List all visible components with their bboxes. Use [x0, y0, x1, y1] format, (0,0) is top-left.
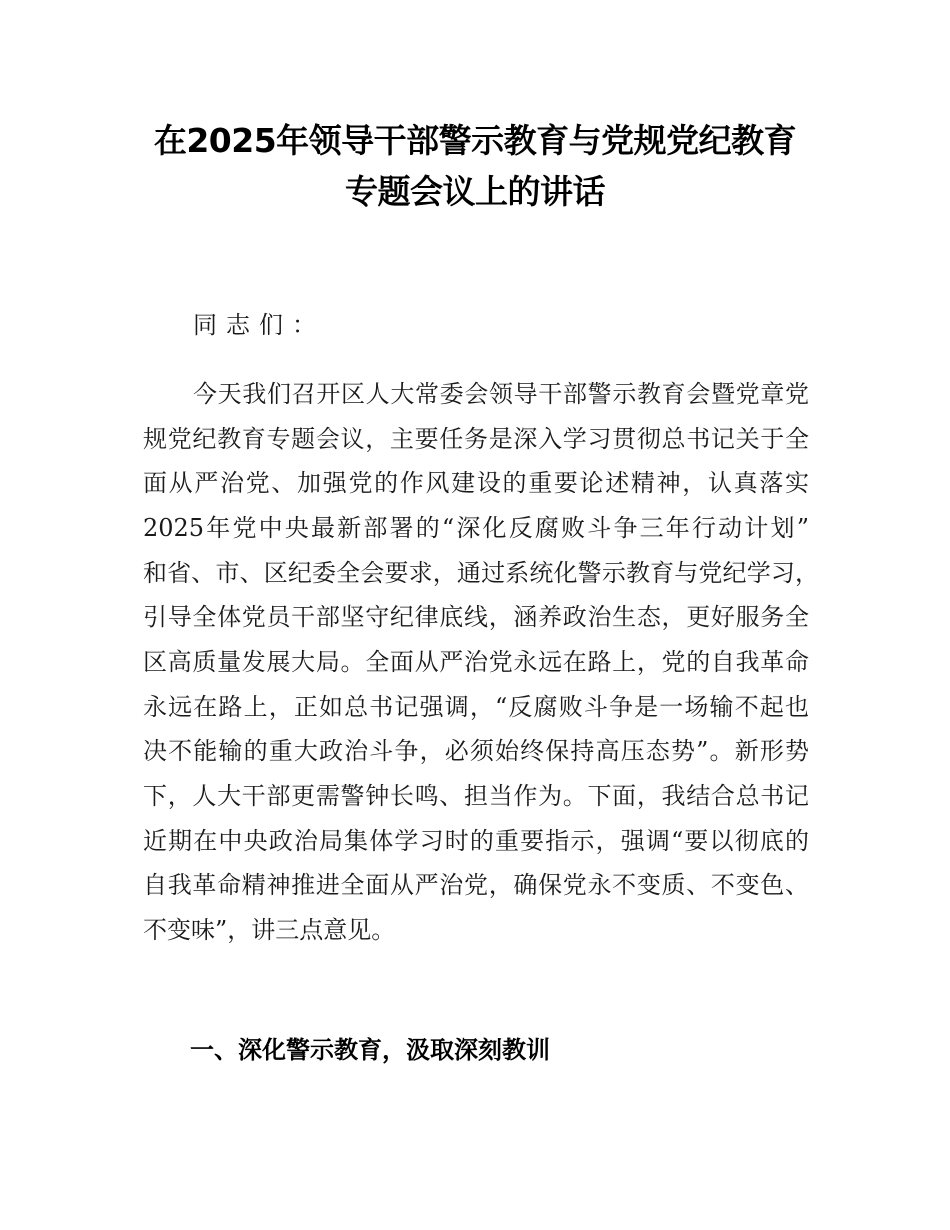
- paragraph-line: 永远在路上，正如总书记强调，“反腐败斗争是一场输不起也: [143, 693, 809, 721]
- document-title-line-2: 专题会议上的讲话: [345, 172, 605, 211]
- paragraph-line: 不变味”，讲三点意见。: [143, 916, 396, 944]
- paragraph-line: 下，人大干部更需警钟长鸣、担当作为。下面，我结合总书记: [143, 782, 809, 810]
- document-title-line-1: 在2025年领导干部警示教育与党规党纪教育: [153, 121, 797, 160]
- paragraph-line: 规党纪教育专题会议，主要任务是深入学习贯彻总书记关于全: [143, 425, 809, 453]
- paragraph-line: 决不能输的重大政治斗争，必须始终保持高压态势”。新形势: [143, 737, 809, 765]
- paragraph-line: 区高质量发展大局。全面从严治党永远在路上，党的自我革命: [143, 648, 809, 676]
- paragraph-line: 2025年党中央最新部署的“深化反腐败斗争三年行动计划”: [143, 514, 809, 542]
- paragraph-line: 近期在中央政治局集体学习时的重要指示，强调“要以彻底的: [143, 827, 809, 855]
- paragraph-line: 面从严治党、加强党的作风建设的重要论述精神，认真落实: [143, 469, 809, 497]
- paragraph-line: 和省、市、区纪委全会要求，通过系统化警示教育与党纪学习，: [143, 559, 819, 587]
- section-heading-1: 一、深化警示教育，汲取深刻教训: [190, 1036, 550, 1064]
- paragraph-line: 自我革命精神推进全面从严治党，确保党永不变质、不变色、: [143, 871, 809, 899]
- paragraph-line: 引导全体党员干部坚守纪律底线，涵养政治生态，更好服务全: [143, 603, 809, 631]
- paragraph-line: 今天我们召开区人大常委会领导干部警示教育会暨党章党: [193, 380, 809, 408]
- salutation: 同志们：: [193, 311, 325, 339]
